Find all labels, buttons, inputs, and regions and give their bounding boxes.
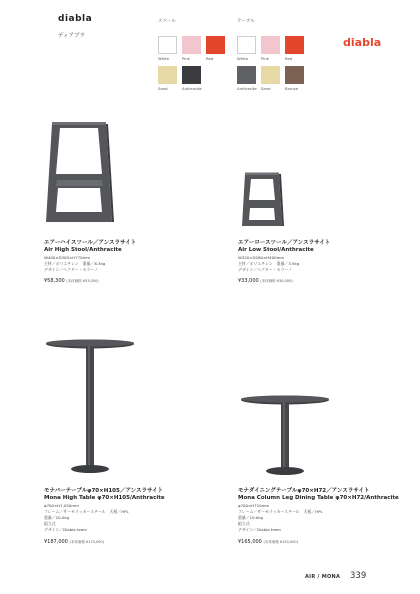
product-spec: フレーム／サーモラッカースチール 天板／HPL (238, 509, 323, 514)
color-swatch-label: White (237, 56, 249, 61)
color-swatch-anthracite (237, 66, 256, 84)
color-swatch-pink (182, 36, 201, 54)
color-swatch-label: Sand (261, 86, 271, 91)
product-title-en: Mona Column Leg Dining Table φ70×H72/Anthracite (238, 495, 399, 501)
product-title-en: Air Low Stool/Anthracite (238, 247, 314, 253)
product-spec: W400×D300×H770mm (44, 255, 91, 260)
product-spec: デザイン／ヘクター・セラーノ (44, 267, 99, 272)
product-spec: デザイン／ヘクター・セラーノ (238, 267, 293, 272)
color-swatch-label: Anthracite (182, 86, 202, 91)
product-spec: φ700×H1,050mm (44, 503, 79, 508)
color-swatch-red (285, 36, 304, 54)
color-swatch-label: Red (285, 56, 293, 61)
color-swatch-label: Pink (182, 56, 190, 61)
product-price: ¥187,000 (本体価格 ¥170,000) (44, 539, 104, 545)
product-spec: 組立式 (238, 521, 250, 526)
color-swatch-red (206, 36, 225, 54)
product-spec: 組立式 (44, 521, 56, 526)
color-swatch-sand (261, 66, 280, 84)
color-swatch-white (237, 36, 256, 54)
brand-name-ja: ディアブラ (58, 33, 86, 39)
table-color-label: テーブル (237, 19, 255, 24)
product-spec: 重量／19.0kg (238, 515, 264, 520)
mona-dining-table-image (239, 394, 331, 480)
product-spec: 主材／ポリエチレン 重量／8.3kg (44, 261, 106, 266)
air-low-stool-image (237, 170, 287, 230)
color-swatch-sand (158, 66, 177, 84)
product-spec: 重量／20.0kg (44, 515, 70, 520)
product-spec: デザイン／Diabla team (238, 527, 281, 532)
product-title-ja: モナダイニングテーブルφ70×H72／アンスラサイト (238, 488, 370, 494)
footer-category: AIR / MONA (305, 574, 341, 580)
product-spec: デザイン／Diabla team (44, 527, 87, 532)
color-swatch-pink (261, 36, 280, 54)
page-number: 339 (350, 571, 367, 581)
product-price: ¥165,000 (本体価格 ¥150,000) (238, 539, 298, 545)
color-swatch-label: Sand (158, 86, 168, 91)
color-swatch-label: Anthracite (237, 86, 257, 91)
product-title-en: Air High Stool/Anthracite (44, 247, 122, 253)
air-high-stool-image (40, 118, 120, 230)
color-swatch-label: Pink (261, 56, 269, 61)
color-swatch-label: White (158, 56, 170, 61)
product-spec: W320×D260×H400mm (238, 255, 285, 260)
product-title-ja: モナバーテーブルφ70×H105／アンスラサイト (44, 488, 164, 494)
stool-color-label: スツール (158, 19, 176, 24)
color-swatch-anthracite (182, 66, 201, 84)
color-swatch-bronze (285, 66, 304, 84)
product-spec: φ700×H720mm (238, 503, 270, 508)
product-price: ¥33,000 (本体価格 ¥30,000) (238, 278, 293, 284)
color-swatch-white (158, 36, 177, 54)
product-title-en: Mona High Table φ70×H105/Anthracite (44, 495, 165, 501)
brand-name: diabla (58, 14, 93, 24)
product-price: ¥58,300 (本体価格 ¥53,000) (44, 278, 99, 284)
product-title-ja: エアーロースツール／アンスラサイト (238, 240, 331, 246)
product-title-ja: エアーハイスツール／アンスラサイト (44, 240, 137, 246)
product-spec: 主材／ポリエチレン 重量／3.5kg (238, 261, 300, 266)
diabla-logo: diabla (343, 36, 382, 49)
mona-high-table-image (44, 338, 136, 478)
product-spec: フレーム／サーモラッカースチール 天板／HPL (44, 509, 129, 514)
color-swatch-label: Red (206, 56, 214, 61)
color-swatch-label: Bronze (285, 86, 299, 91)
